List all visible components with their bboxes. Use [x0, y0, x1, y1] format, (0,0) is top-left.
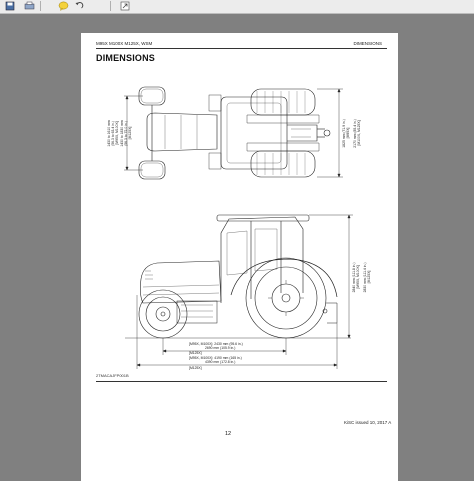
- svg-text:2840 mm (111.8 in.) [M: 2840 mm (111.8 in.) [M95X, M100X]: [352, 262, 360, 293]
- svg-text:1825 mm (71.9 in.) [M9: 1825 mm (71.9 in.) [M95X]: [342, 119, 350, 148]
- svg-text:2170 mm (85.4 in.) [M1: 2170 mm (85.4 in.) [M100X, M125X]: [353, 119, 361, 148]
- tractor-side-view: [125, 215, 351, 338]
- svg-text:[M95X, M100X]: 4190 mm (165 in: [M95X, M100X]: 4190 mm (165 in.): [189, 356, 242, 360]
- print-icon[interactable]: [23, 0, 36, 12]
- page-title: DIMENSIONS: [96, 53, 156, 63]
- tractor-top-view: [139, 87, 330, 179]
- undo-icon[interactable]: [72, 0, 85, 12]
- figure-rule: [96, 381, 387, 382]
- svg-text:2830 mm (111.4 in.) [M: 2830 mm (111.4 in.) [M125X]: [363, 262, 371, 293]
- export-icon[interactable]: [118, 0, 131, 12]
- page-number: 12: [225, 431, 232, 437]
- svg-text:4390 mm (172.8 in.): 4390 mm (172.8 in.): [205, 360, 236, 364]
- svg-text:1430 to 1830 mm (56.3: 1430 to 1830 mm (56.3 to 72.0 in.) [M125X]: [120, 120, 132, 147]
- save-icon[interactable]: [3, 0, 16, 12]
- svg-text:1430 to 1610 mm (56.3: 1430 to 1610 mm (56.3 to 63.4 in.) [M95X, M100X]: [107, 120, 119, 147]
- figure-code: 2TMACAJFP001B: [96, 373, 129, 378]
- viewer-toolbar: [0, 0, 474, 14]
- section-header: DIMENSIONS: [353, 41, 382, 46]
- svg-text:[M95X, M100X]: 2430 mm (95.6 i: [M95X, M100X]: 2430 mm (95.6 in.): [189, 342, 243, 346]
- comment-icon[interactable]: [57, 0, 70, 12]
- issue-note: KiSC issued 10, 2017 A: [344, 420, 392, 425]
- dimensions-figure: [81, 33, 398, 373]
- model-header: M95X M100X M125X, WSM: [96, 41, 153, 46]
- svg-text:[M125X]: [M125X]: [189, 351, 202, 355]
- document-page: [81, 33, 398, 481]
- svg-text:2690 mm (105.9 in.): 2690 mm (105.9 in.): [205, 346, 236, 350]
- svg-text:[M125X]: [M125X]: [189, 366, 202, 370]
- height-dimension: [309, 215, 353, 338]
